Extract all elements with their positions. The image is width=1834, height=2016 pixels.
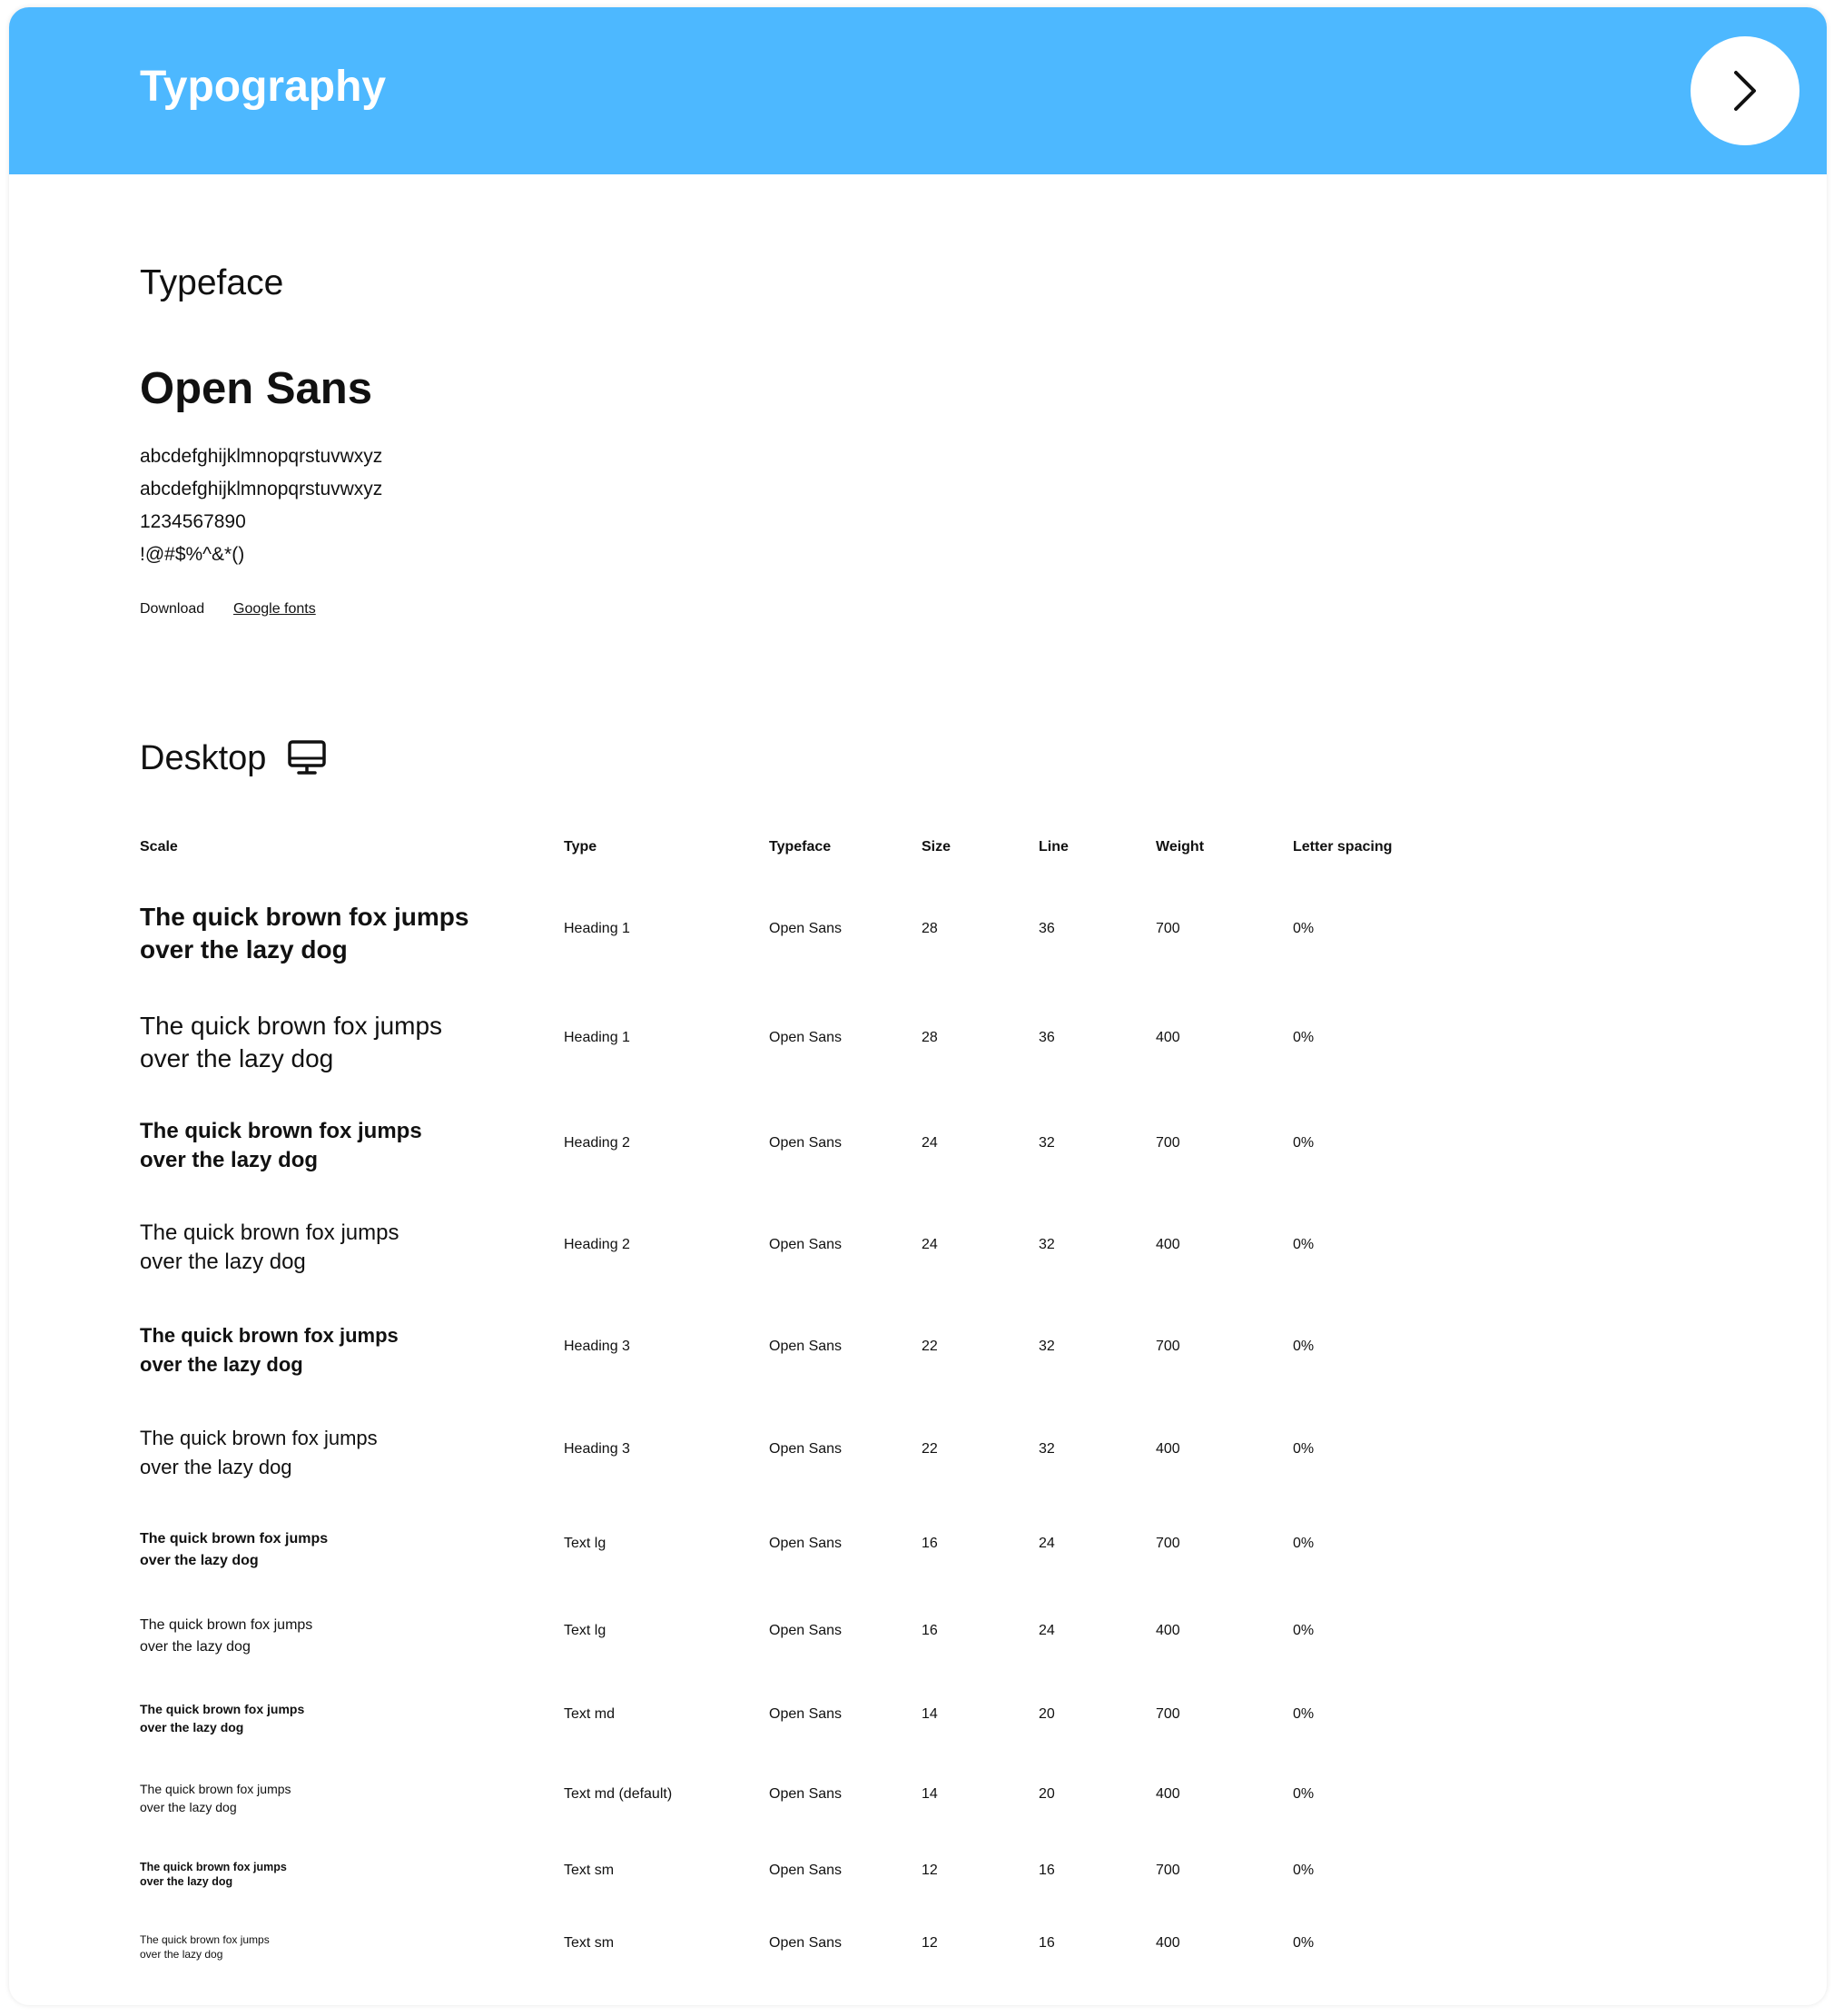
column-header-size: Size (922, 839, 952, 855)
cell-typeface: Open Sans (769, 1935, 843, 1951)
cell-letter-spacing: 0% (1293, 1706, 1315, 1722)
typography-card (9, 7, 1827, 2005)
cell-typeface: Open Sans (769, 921, 843, 936)
cell-line: 20 (1039, 1786, 1055, 1802)
font-name: Open Sans (140, 364, 372, 413)
cell-size: 24 (922, 1237, 938, 1252)
cell-type: Heading 2 (564, 1237, 630, 1252)
cell-type: Text md (default) (564, 1786, 673, 1802)
download-link[interactable]: Download (140, 601, 205, 617)
cell-size: 12 (922, 1863, 938, 1878)
cell-line: 24 (1039, 1536, 1055, 1551)
cell-size: 28 (922, 1030, 938, 1045)
scale-sample: The quick brown fox jumps over the lazy dog (140, 1933, 270, 1961)
scale-sample: The quick brown fox jumps over the lazy dog (140, 1324, 399, 1376)
scale-sample: The quick brown fox jumps over the lazy dog (140, 1617, 313, 1655)
cell-line: 32 (1039, 1441, 1055, 1457)
cell-letter-spacing: 0% (1293, 1786, 1315, 1802)
cell-weight: 400 (1156, 1237, 1180, 1252)
cell-letter-spacing: 0% (1293, 1339, 1315, 1354)
cell-size: 22 (922, 1441, 938, 1457)
cell-type: Text lg (564, 1623, 606, 1638)
column-header-scale: Scale (140, 839, 178, 855)
scale-sample: The quick brown fox jumps over the lazy dog (140, 1782, 291, 1814)
cell-letter-spacing: 0% (1293, 1135, 1315, 1151)
cell-line: 32 (1039, 1237, 1055, 1252)
cell-typeface: Open Sans (769, 1706, 843, 1722)
cell-letter-spacing: 0% (1293, 1030, 1315, 1045)
cell-type: Heading 1 (564, 1030, 630, 1045)
cell-typeface: Open Sans (769, 1441, 843, 1457)
cell-line: 36 (1039, 1030, 1055, 1045)
cell-type: Text sm (564, 1935, 615, 1951)
scale-sample: The quick brown fox jumps over the lazy dog (140, 1531, 329, 1568)
cell-weight: 700 (1156, 1135, 1180, 1151)
typeface-heading: Typeface (140, 263, 284, 302)
symbol-glyphs: !@#$%^&*() (140, 544, 245, 565)
scale-sample: The quick brown fox jumps over the lazy dog (140, 1427, 378, 1478)
cell-type: Heading 3 (564, 1441, 630, 1457)
scale-sample: The quick brown fox jumps over the lazy dog (140, 1220, 399, 1274)
column-header-typeface: Typeface (769, 839, 832, 855)
scale-sample: The quick brown fox jumps over the lazy dog (140, 1861, 287, 1888)
cell-size: 16 (922, 1623, 938, 1638)
cell-letter-spacing: 0% (1293, 1935, 1315, 1951)
cell-letter-spacing: 0% (1293, 921, 1315, 936)
column-header-letter-spacing: Letter spacing (1293, 839, 1393, 855)
cell-typeface: Open Sans (769, 1339, 843, 1354)
cell-weight: 700 (1156, 1863, 1180, 1878)
cell-typeface: Open Sans (769, 1786, 843, 1802)
google-fonts-link[interactable]: Google fonts (233, 601, 316, 617)
cell-line: 16 (1039, 1935, 1055, 1951)
cell-letter-spacing: 0% (1293, 1536, 1315, 1551)
cell-line: 36 (1039, 921, 1055, 936)
cell-letter-spacing: 0% (1293, 1441, 1315, 1457)
cell-weight: 400 (1156, 1935, 1180, 1951)
chevron-right-icon (1727, 64, 1763, 118)
scale-sample: The quick brown fox jumps over the lazy dog (140, 903, 469, 964)
cell-size: 22 (922, 1339, 938, 1354)
cell-size: 14 (922, 1786, 938, 1802)
cell-size: 14 (922, 1706, 938, 1722)
cell-line: 32 (1039, 1339, 1055, 1354)
column-header-type: Type (564, 839, 597, 855)
cell-typeface: Open Sans (769, 1536, 843, 1551)
cell-size: 28 (922, 921, 938, 936)
cell-size: 16 (922, 1536, 938, 1551)
scale-sample: The quick brown fox jumps over the lazy dog (140, 1702, 305, 1734)
scale-sample: The quick brown fox jumps over the lazy dog (140, 1012, 443, 1072)
cell-line: 20 (1039, 1706, 1055, 1722)
cell-weight: 400 (1156, 1441, 1180, 1457)
cell-weight: 700 (1156, 921, 1180, 936)
cell-typeface: Open Sans (769, 1030, 843, 1045)
cell-type: Heading 3 (564, 1339, 630, 1354)
cell-line: 24 (1039, 1623, 1055, 1638)
desktop-heading: Desktop (140, 739, 267, 777)
lowercase-glyphs-alt: abcdefghijklmnopqrstuvwxyz (140, 479, 383, 499)
scale-sample: The quick brown fox jumps over the lazy dog (140, 1119, 422, 1172)
cell-weight: 400 (1156, 1623, 1180, 1638)
column-header-line: Line (1039, 839, 1069, 855)
cell-weight: 400 (1156, 1030, 1180, 1045)
next-button[interactable] (1691, 36, 1799, 145)
cell-weight: 700 (1156, 1536, 1180, 1551)
monitor-icon (287, 739, 327, 776)
cell-typeface: Open Sans (769, 1863, 843, 1878)
cell-size: 12 (922, 1935, 938, 1951)
cell-type: Heading 1 (564, 921, 630, 936)
cell-type: Text lg (564, 1536, 606, 1551)
cell-letter-spacing: 0% (1293, 1237, 1315, 1252)
cell-letter-spacing: 0% (1293, 1863, 1315, 1878)
cell-typeface: Open Sans (769, 1623, 843, 1638)
number-glyphs: 1234567890 (140, 511, 246, 532)
cell-line: 32 (1039, 1135, 1055, 1151)
cell-typeface: Open Sans (769, 1237, 843, 1252)
cell-line: 16 (1039, 1863, 1055, 1878)
cell-letter-spacing: 0% (1293, 1623, 1315, 1638)
cell-type: Text sm (564, 1863, 615, 1878)
cell-size: 24 (922, 1135, 938, 1151)
cell-type: Heading 2 (564, 1135, 630, 1151)
cell-weight: 400 (1156, 1786, 1180, 1802)
lowercase-glyphs: abcdefghijklmnopqrstuvwxyz (140, 446, 383, 467)
cell-typeface: Open Sans (769, 1135, 843, 1151)
header-bar (9, 7, 1827, 174)
cell-type: Text md (564, 1706, 616, 1722)
column-header-weight: Weight (1156, 839, 1205, 855)
page-title: Typography (140, 63, 387, 111)
cell-weight: 700 (1156, 1706, 1180, 1722)
cell-weight: 700 (1156, 1339, 1180, 1354)
